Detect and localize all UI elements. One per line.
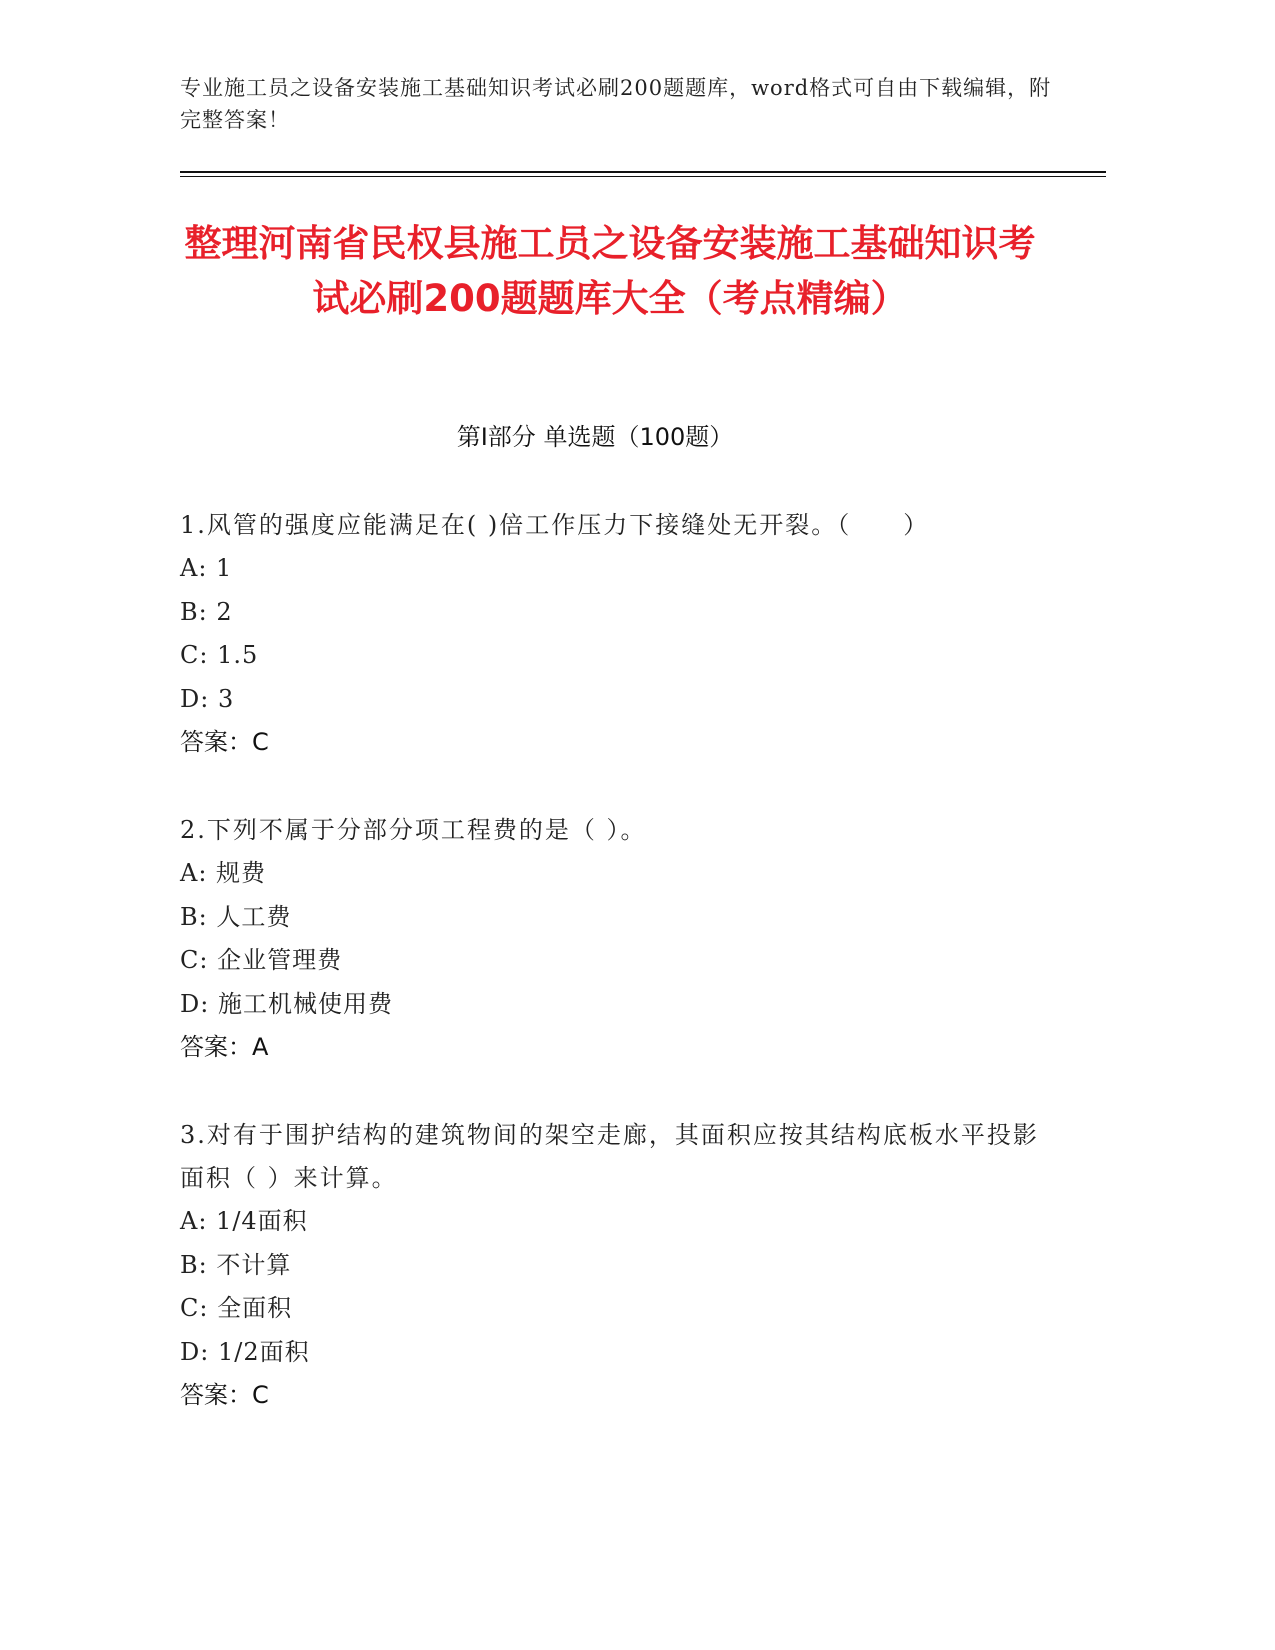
answer: 答案：A	[180, 1033, 269, 1061]
question-1	[180, 504, 1060, 765]
question-3	[180, 1114, 1060, 1418]
document-title: 整理河南省民权县施工员之设备安装施工基础知识考试必刷200题题库大全（考点精编）	[184, 222, 1036, 320]
question-2	[180, 809, 1060, 1070]
option-b: B: 2	[180, 597, 233, 626]
question-stem: 3.对有于围护结构的建筑物间的架空走廊，其面积应按其结构底板水平投影面积（ ）来计算。	[180, 1121, 1039, 1192]
option-d: D: 1/2面积	[180, 1337, 310, 1366]
option-d: D: 3	[180, 684, 235, 713]
option-c: C: 企业管理费	[180, 946, 343, 974]
header-divider-thin	[180, 176, 1106, 177]
option-d: D: 施工机械使用费	[180, 989, 393, 1018]
header-note: 专业施工员之设备安装施工基础知识考试必刷200题题库，word格式可自由下载编辑，附完整答案！	[180, 76, 1052, 132]
option-b: B: 人工费	[180, 902, 292, 931]
section-title: 第Ⅰ部分 单选题（100题）	[456, 423, 734, 451]
answer: 答案：C	[180, 728, 269, 756]
question-stem: 2.下列不属于分部分项工程费的是（ ）。	[180, 816, 647, 844]
option-a: A: 1/4面积	[180, 1207, 308, 1235]
question-stem: 1.风管的强度应能满足在( )倍工作压力下接缝处无开裂。（ ）	[180, 511, 930, 539]
answer: 答案：C	[180, 1381, 269, 1409]
header-divider-thick	[180, 171, 1106, 173]
option-c: C: 1.5	[180, 641, 259, 669]
option-a: A: 1	[180, 554, 233, 582]
option-c: C: 全面积	[180, 1294, 293, 1322]
option-a: A: 规费	[180, 859, 267, 887]
option-b: B: 不计算	[180, 1250, 292, 1279]
